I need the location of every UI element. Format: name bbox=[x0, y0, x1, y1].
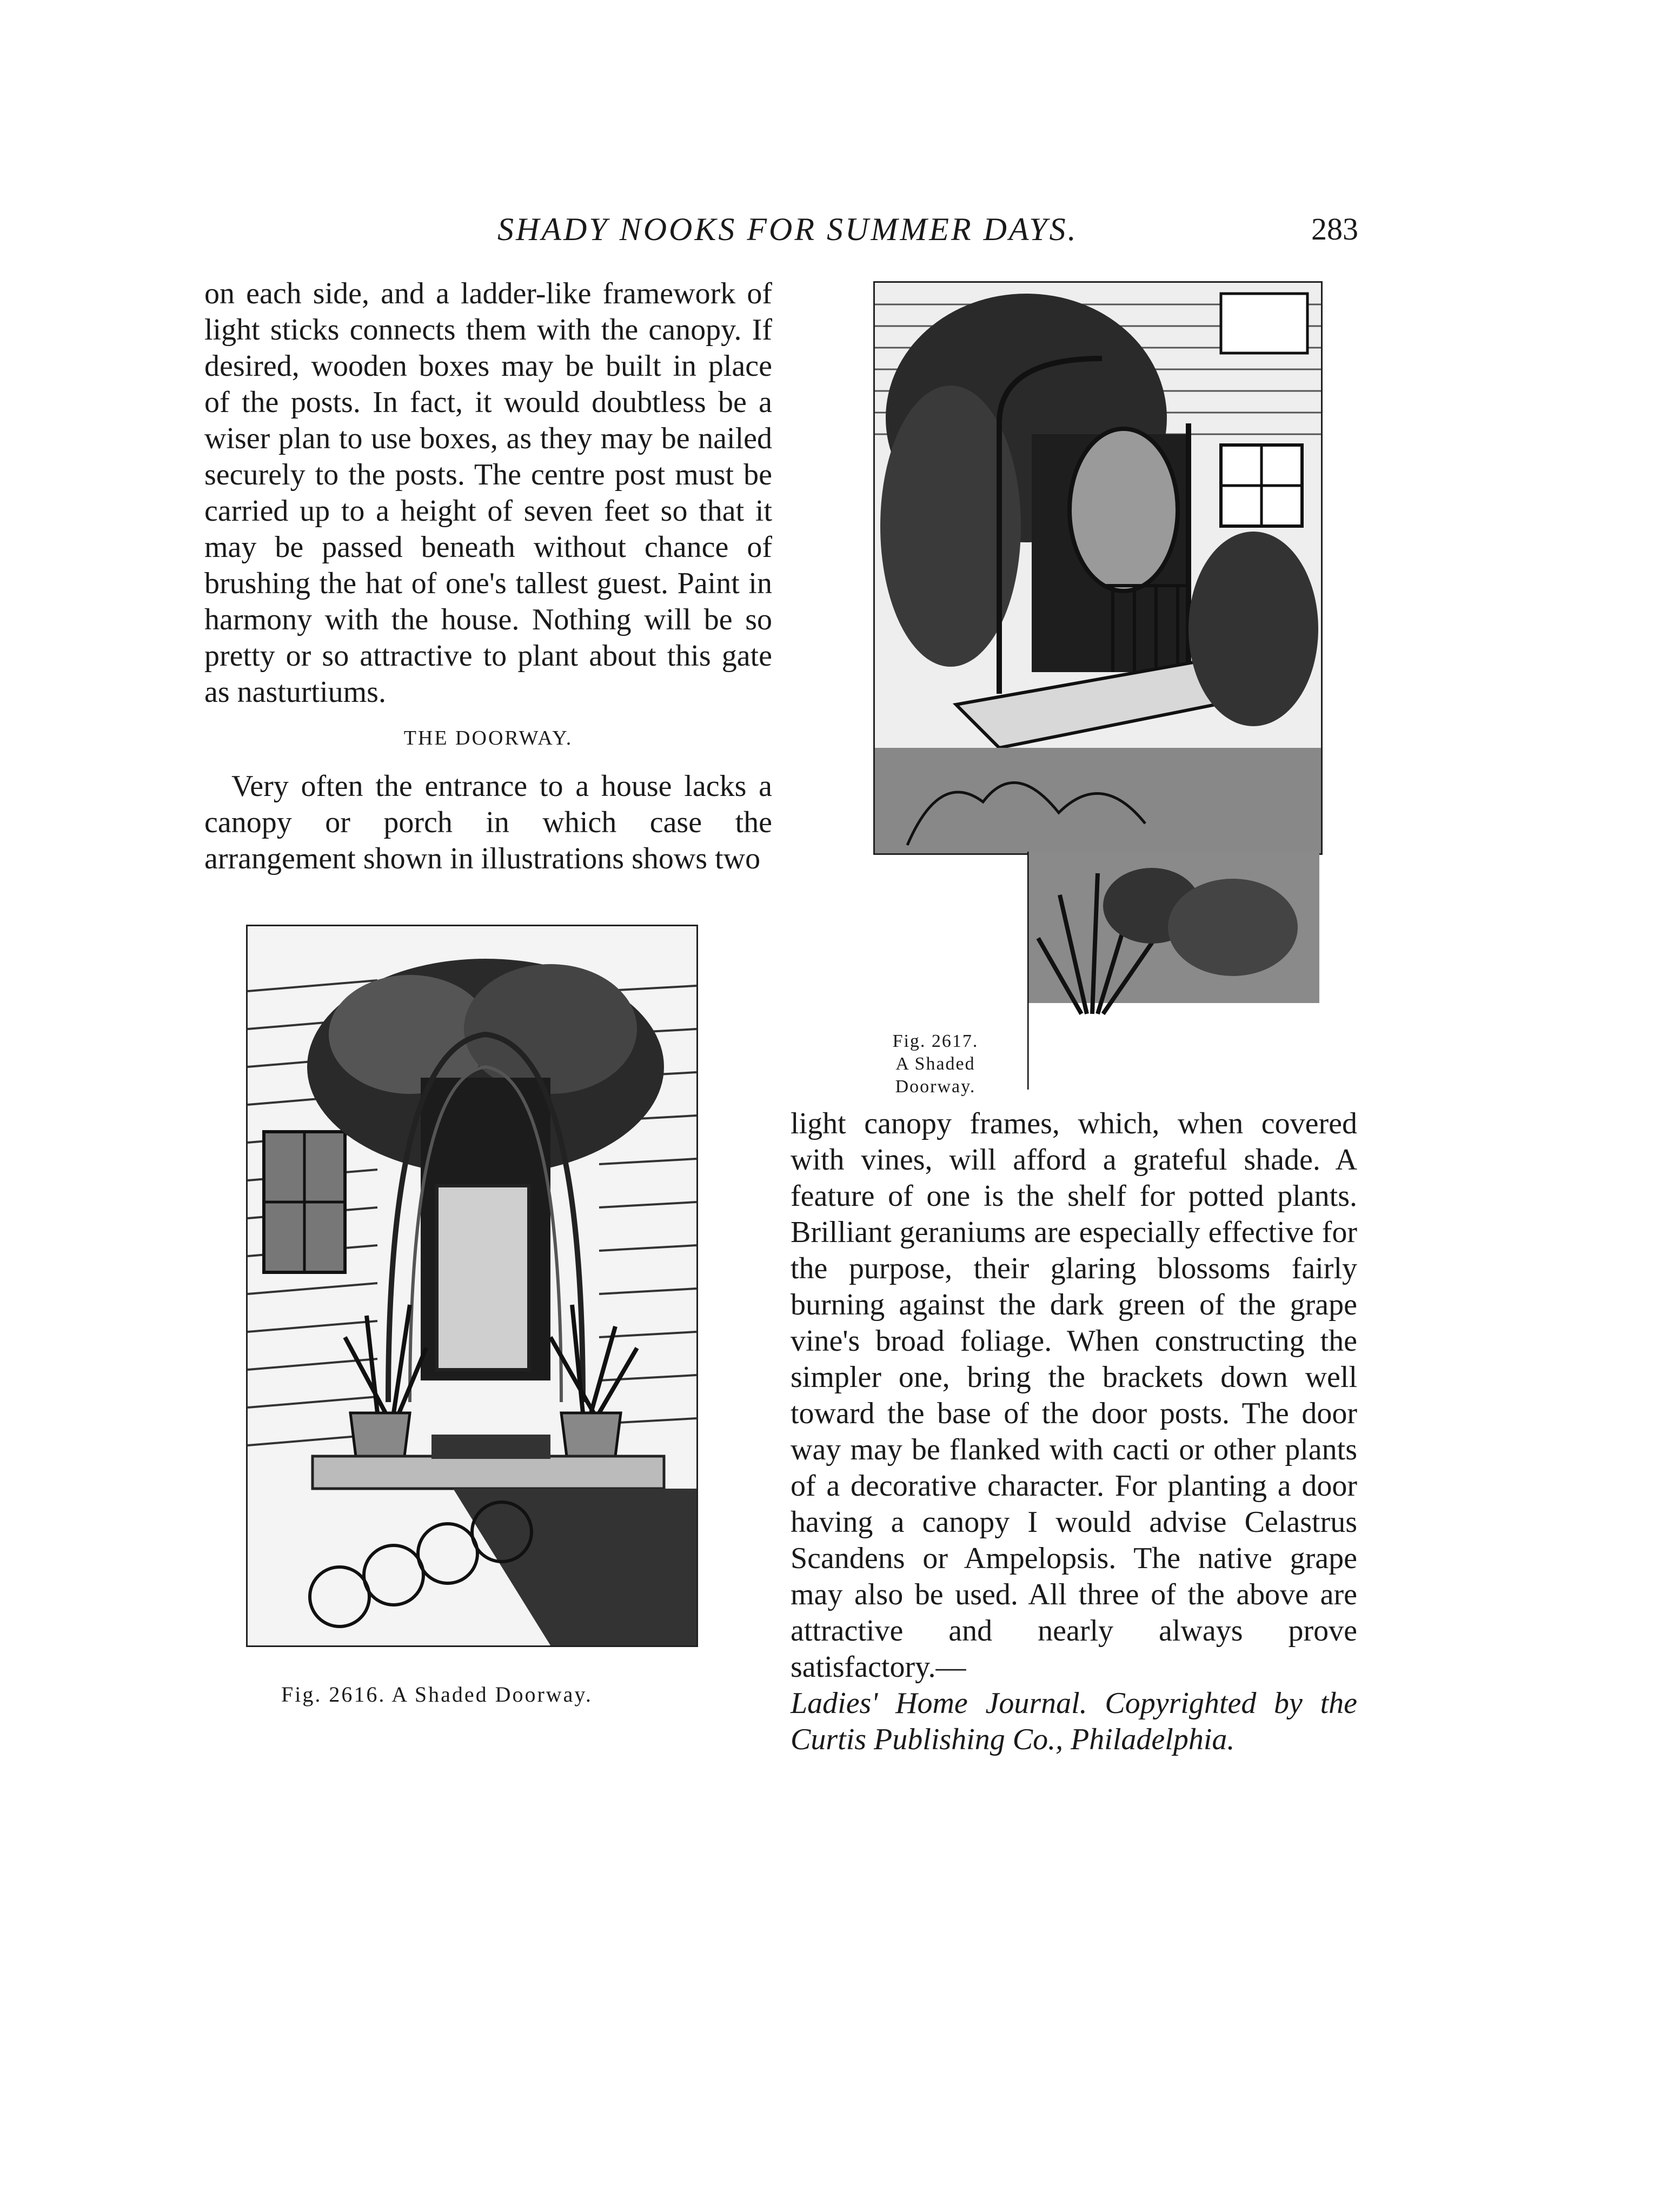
doorway-engraving-1 bbox=[248, 926, 696, 1645]
running-title: SHADY NOOKS FOR SUMMER DAYS. bbox=[497, 211, 1078, 247]
page-header bbox=[0, 211, 1680, 265]
left-paragraph-2: Very often the entrance to a house lacks a canopy or porch in which case the arrangement shown in illustrations shows two bbox=[204, 769, 772, 875]
figure-2617-illustration bbox=[873, 281, 1323, 855]
left-paragraph-1: on each side, and a ladder-like framework of light sticks connects them with the canopy. If desired, wooden boxes may be built in place of the posts. In fact, it would doubtless be a wiser plan to use boxes, as they may be nailed securely to the posts. The centre post must be carried up to a height of seven feet so that it may be passed beneath without chance of brushing the hat of one's tallest guest. Paint in harmony with the house. Nothing will be so pretty or so attractive to plant about this gate as nasturtiums. bbox=[204, 277, 772, 709]
right-column bbox=[791, 1106, 1357, 1758]
left-column bbox=[204, 276, 772, 877]
section-heading: THE DOORWAY. bbox=[403, 727, 573, 749]
figure-2616-illustration bbox=[246, 925, 698, 1647]
doorway-engraving-2 bbox=[875, 283, 1321, 853]
right-paragraph-1: light canopy frames, which, when covered with vines, will afford a grateful shade. A feature of one is the shelf for potted plants. Brilliant geraniums are especially effective for the purpose, their glaring blossoms fairly burning against the dark green of the grape vine's broad foliage. When constructing the simpler one, bring the brackets down well toward the base of the door posts. The door way may be flanked with cacti or other plants of a decorative character. For planting a door having a canopy I would advise Celastrus Scandens or Ampelopsis. The native grape may also be used. All three of the above are attractive and nearly always prove satisfactory.— bbox=[791, 1107, 1357, 1684]
figure-2617-caption-line-3: Doorway. bbox=[895, 1077, 976, 1097]
source-credit: Ladies' Home Journal. Copyrighted by the Curtis Publishing Co., Philadelphia. bbox=[791, 1687, 1357, 1756]
figure-2617-caption bbox=[873, 1030, 998, 1098]
page-number: 283 bbox=[1311, 211, 1358, 247]
figure-2617-caption-line-1: Fig. 2617. bbox=[892, 1031, 979, 1051]
figure-2617-plant-extension bbox=[1027, 852, 1319, 1090]
plant-engraving bbox=[1027, 852, 1319, 1090]
figure-2617-caption-line-2: A Shaded bbox=[895, 1054, 975, 1074]
figure-2616-caption: Fig. 2616. A Shaded Doorway. bbox=[281, 1682, 593, 1707]
